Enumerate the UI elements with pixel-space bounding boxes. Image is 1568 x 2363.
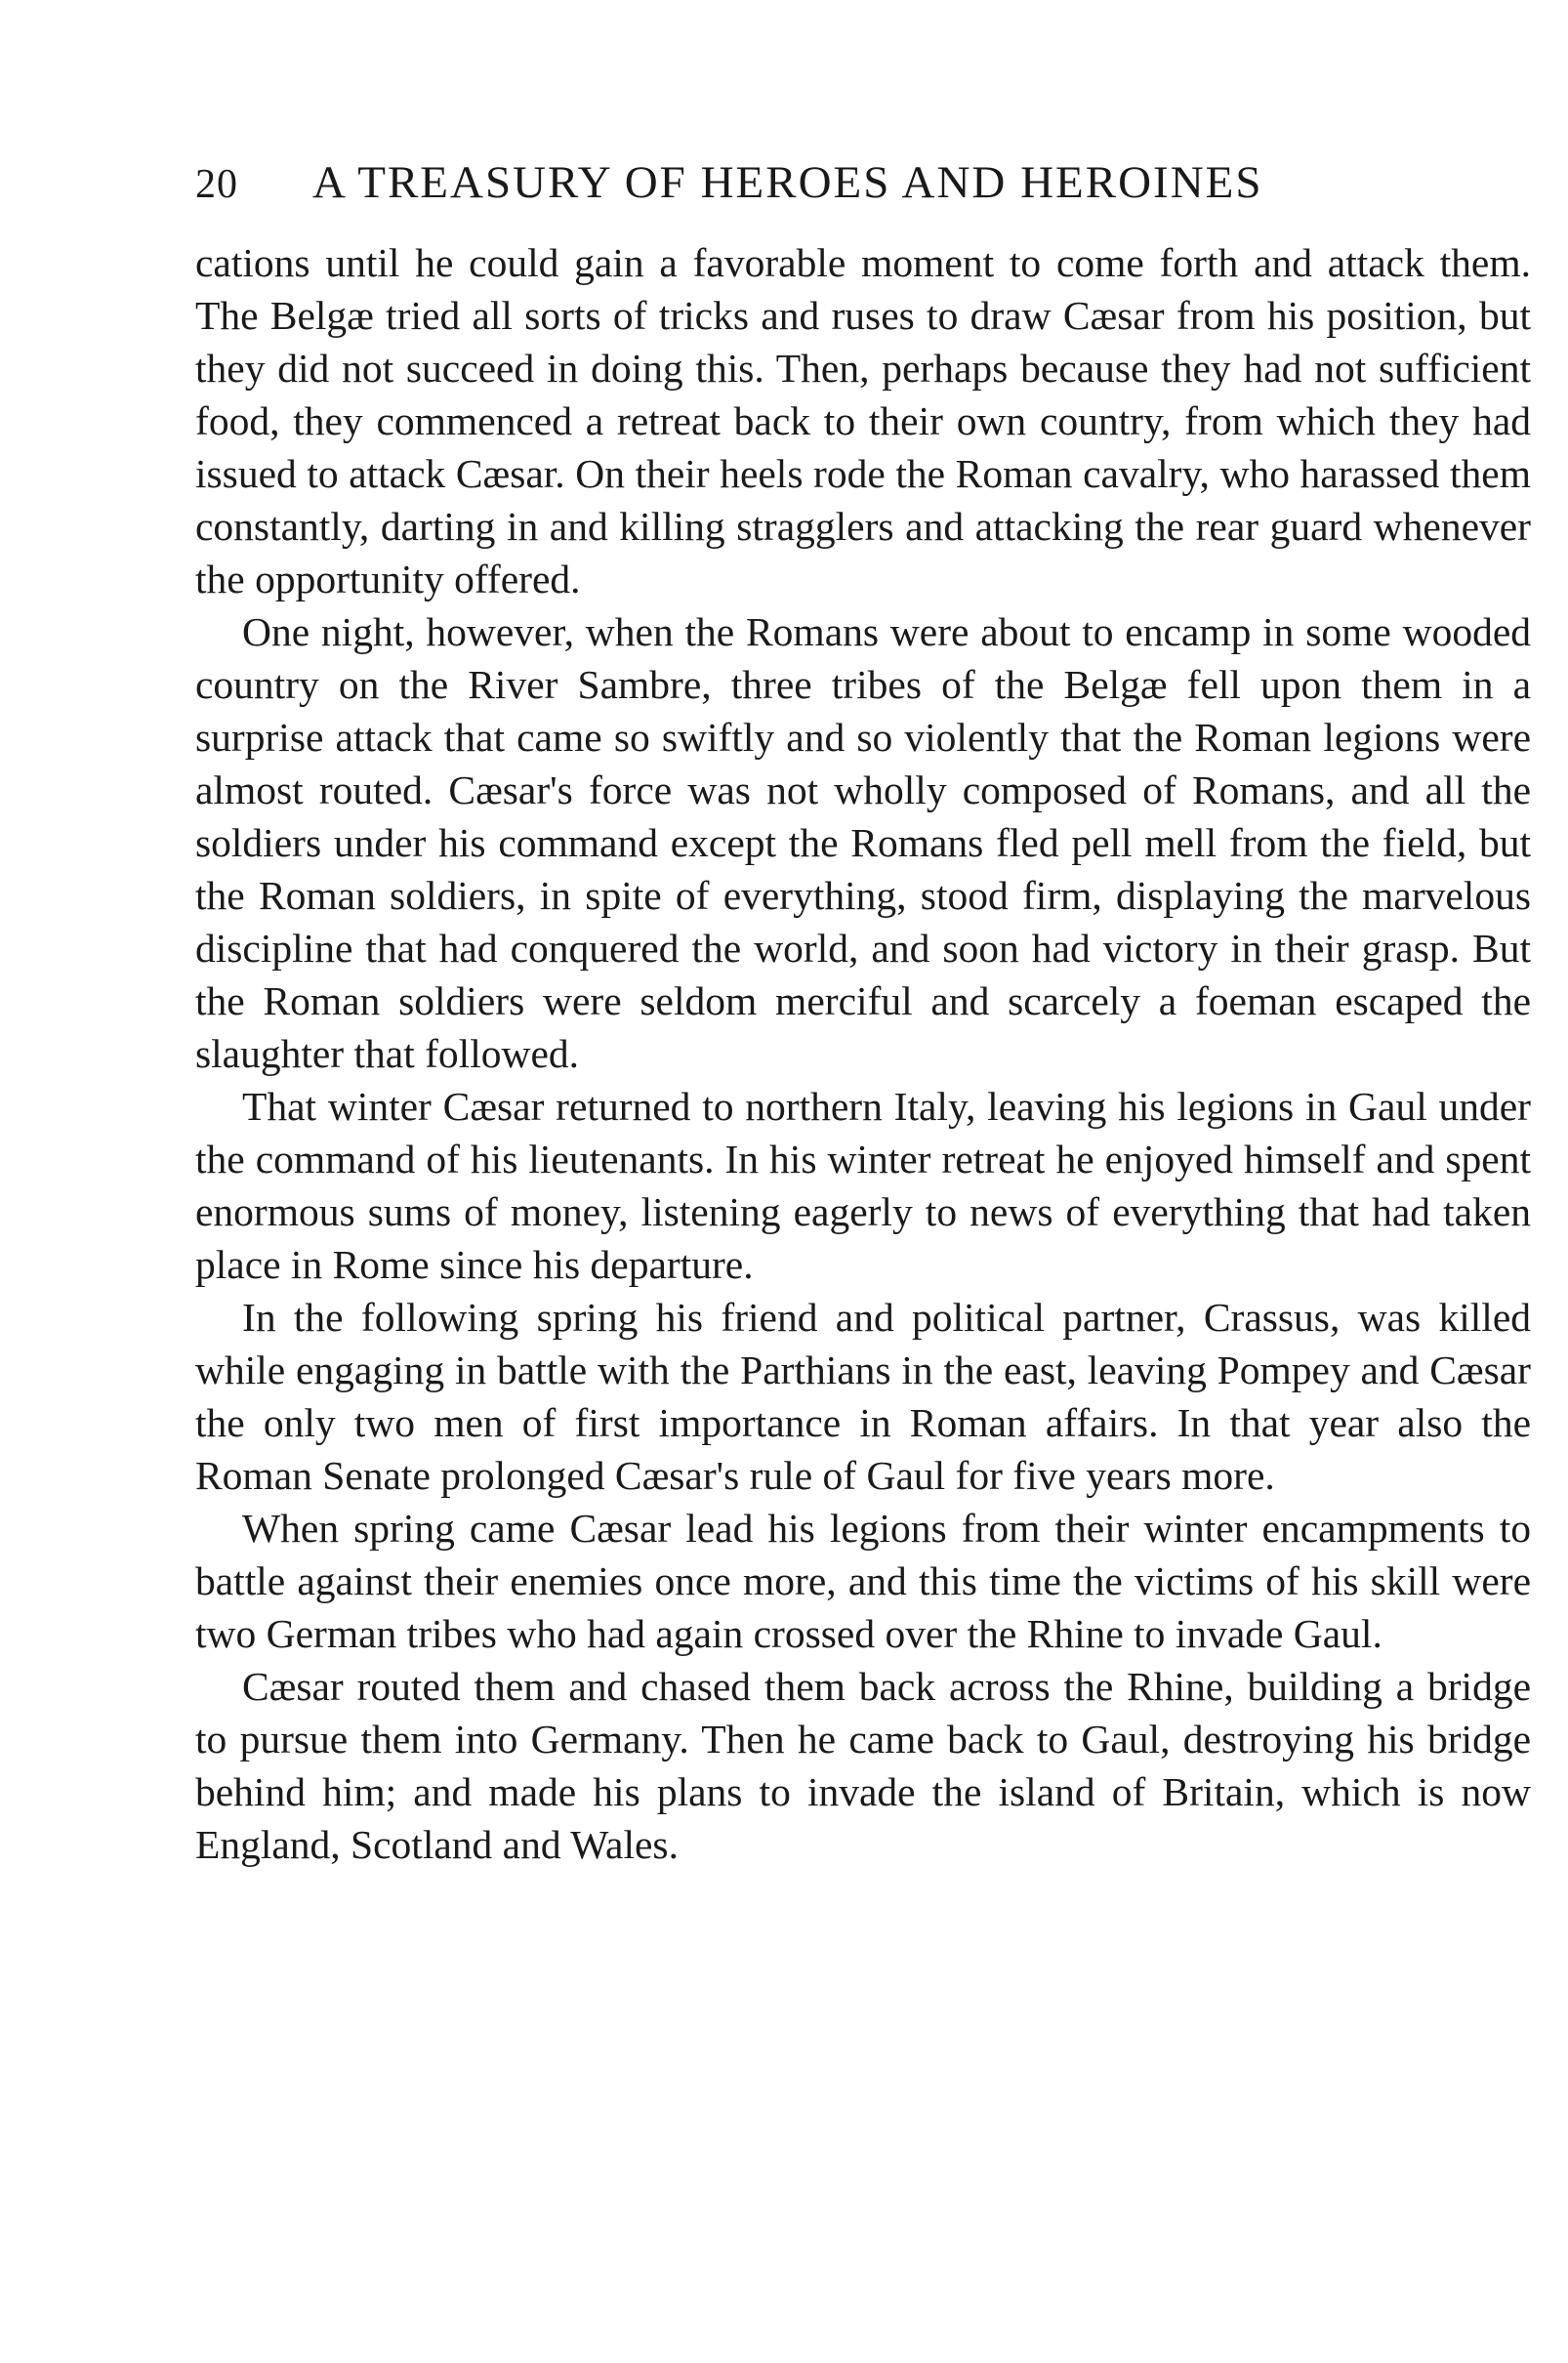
- body-text: [195, 236, 1531, 1871]
- paragraph: Cæsar routed them and chased them back across the Rhine, building a bridge to pursue them into Germany. Then he came back to Gaul, destroying his bridge behind him; and made his plans to invade the island of Britain, which is now England, Scotland and Wales.: [195, 1664, 1531, 1867]
- page-header: [195, 156, 1531, 219]
- paragraph: When spring came Cæsar lead his legions from their winter encampments to battle against their enemies once more, and this time the victims of his skill were two German tribes who had again crossed over the Rhine to invade Gaul.: [195, 1506, 1531, 1656]
- book-page: [195, 156, 1531, 1871]
- running-title: A TREASURY OF HEROES AND HEROINES: [312, 157, 1263, 208]
- paragraph: In the following spring his friend and political partner, Crassus, was killed while engaging in battle with the Parthians in the east, leaving Pompey and Cæsar the only two men of first importance in Roman affairs. In that year also the Roman Senate prolonged Cæsar's rule of Gaul for five years more.: [195, 1295, 1531, 1498]
- paragraph: One night, however, when the Romans were about to encamp in some wooded country on the River Sambre, three tribes of the Belgæ fell upon them in a surprise attack that came so swiftly and so violently that the Roman legions were almost routed. Cæsar's force was not wholly composed of Romans, and all the soldiers under his command except the Romans fled pell mell from the field, but the Roman soldiers, in spite of everything, stood firm, displaying the marvelous discipline that had conquered the world, and soon had victory in their grasp. But the Roman soldiers were seldom merciful and scarcely a foeman escaped the slaughter that followed.: [195, 609, 1531, 1076]
- page-number: 20: [195, 162, 238, 207]
- paragraph: That winter Cæsar returned to northern Italy, leaving his legions in Gaul under the command of his lieutenants. In his winter retreat he enjoyed himself and spent enormous sums of money, listening eagerly to news of everything that had taken place in Rome since his departure.: [195, 1084, 1531, 1287]
- paragraph: cations until he could gain a favorable moment to come forth and attack them. The Belgæ tried all sorts of tricks and ruses to draw Cæsar from his position, but they did not succeed in doing this. Then, perhaps because they had not sufficient food, they commenced a retreat back to their own country, from which they had issued to attack Cæsar. On their heels rode the Roman cavalry, who harassed them constantly, darting in and killing stragglers and attacking the rear guard whenever the opportunity offered.: [195, 240, 1531, 601]
